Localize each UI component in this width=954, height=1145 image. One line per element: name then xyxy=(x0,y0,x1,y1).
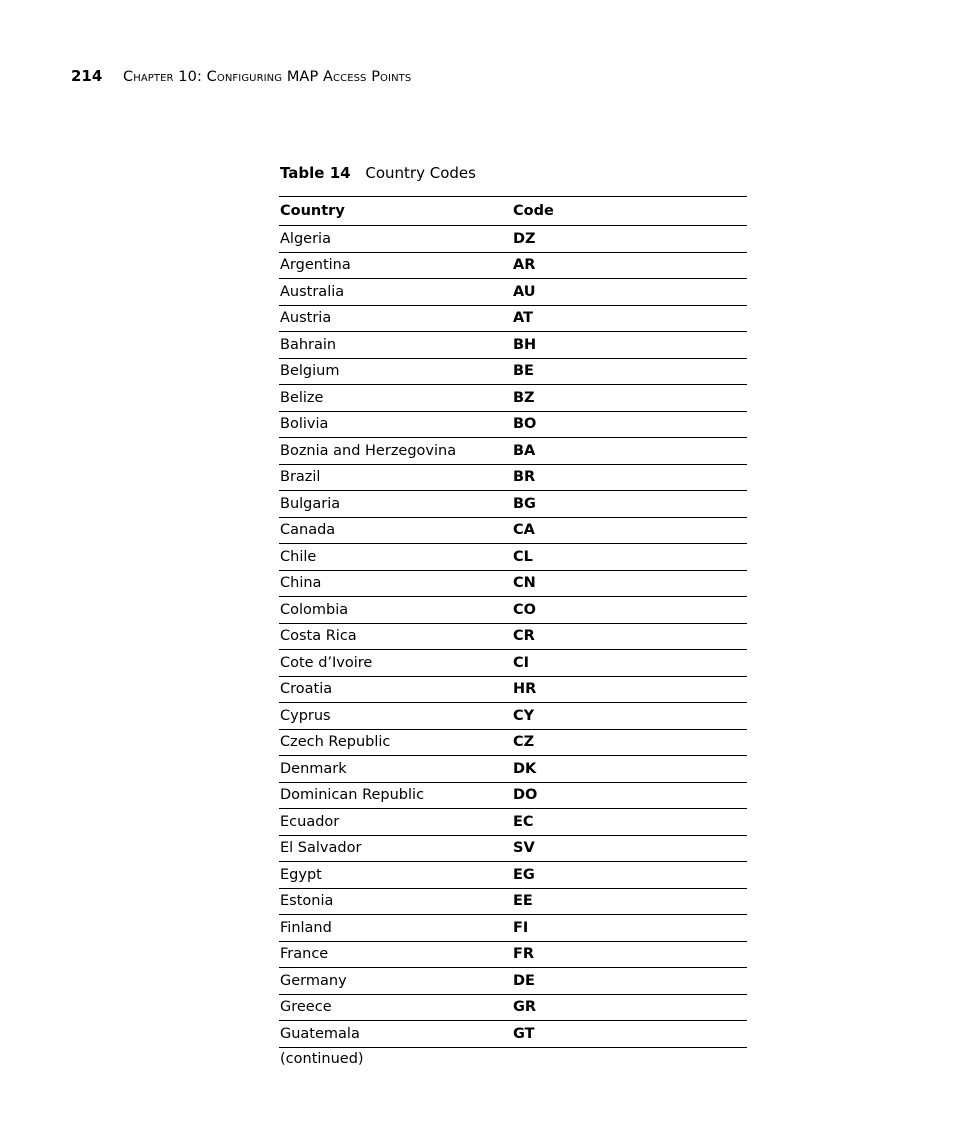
code-cell: CI xyxy=(512,650,747,677)
country-cell: Greece xyxy=(279,994,512,1021)
country-cell: Austria xyxy=(279,305,512,332)
table-row xyxy=(279,941,747,968)
code-cell: FI xyxy=(512,915,747,942)
column-header-code: Code xyxy=(512,197,747,226)
table-row xyxy=(279,703,747,730)
table-row xyxy=(279,623,747,650)
chapter-title: Chapter 10: Configuring MAP Access Points xyxy=(123,69,412,85)
table-row xyxy=(279,597,747,624)
country-cell: Cyprus xyxy=(279,703,512,730)
code-cell: BA xyxy=(512,438,747,465)
table-row xyxy=(279,835,747,862)
table-row xyxy=(279,358,747,385)
code-cell: DO xyxy=(512,782,747,809)
country-cell: Australia xyxy=(279,279,512,306)
code-cell: BH xyxy=(512,332,747,359)
code-cell: DZ xyxy=(512,226,747,253)
country-codes-table xyxy=(279,196,747,1048)
table-row xyxy=(279,438,747,465)
country-cell: Argentina xyxy=(279,252,512,279)
country-cell: Dominican Republic xyxy=(279,782,512,809)
code-cell: CZ xyxy=(512,729,747,756)
country-cell: Boznia and Herzegovina xyxy=(279,438,512,465)
code-cell: EE xyxy=(512,888,747,915)
code-cell: BE xyxy=(512,358,747,385)
country-cell: Belize xyxy=(279,385,512,412)
country-cell: Germany xyxy=(279,968,512,995)
code-cell: BO xyxy=(512,411,747,438)
country-cell: Guatemala xyxy=(279,1021,512,1048)
country-cell: France xyxy=(279,941,512,968)
column-header-country: Country xyxy=(279,197,512,226)
running-head xyxy=(71,66,411,87)
country-cell: Bulgaria xyxy=(279,491,512,518)
country-cell: Denmark xyxy=(279,756,512,783)
country-cell: Bahrain xyxy=(279,332,512,359)
country-codes-table-container xyxy=(279,196,747,1048)
table-row xyxy=(279,650,747,677)
table-row xyxy=(279,782,747,809)
table-label: Table 14 xyxy=(280,164,351,182)
table-row xyxy=(279,491,747,518)
table-row xyxy=(279,226,747,253)
code-cell: DE xyxy=(512,968,747,995)
country-cell: Ecuador xyxy=(279,809,512,836)
country-cell: Algeria xyxy=(279,226,512,253)
code-cell: BG xyxy=(512,491,747,518)
code-cell: CN xyxy=(512,570,747,597)
country-cell: Finland xyxy=(279,915,512,942)
table-row xyxy=(279,279,747,306)
table-row xyxy=(279,570,747,597)
country-cell: El Salvador xyxy=(279,835,512,862)
country-cell: Egypt xyxy=(279,862,512,889)
code-cell: AU xyxy=(512,279,747,306)
code-cell: AR xyxy=(512,252,747,279)
table-row xyxy=(279,305,747,332)
code-cell: AT xyxy=(512,305,747,332)
table-row xyxy=(279,756,747,783)
table-row xyxy=(279,385,747,412)
code-cell: CO xyxy=(512,597,747,624)
table-row xyxy=(279,544,747,571)
code-cell: SV xyxy=(512,835,747,862)
country-cell: Chile xyxy=(279,544,512,571)
code-cell: GR xyxy=(512,994,747,1021)
page-number: 214 xyxy=(71,67,103,85)
table-row xyxy=(279,252,747,279)
country-cell: Cote d’Ivoire xyxy=(279,650,512,677)
country-cell: Canada xyxy=(279,517,512,544)
code-cell: DK xyxy=(512,756,747,783)
table-row xyxy=(279,994,747,1021)
table-row xyxy=(279,729,747,756)
code-cell: CY xyxy=(512,703,747,730)
code-cell: EG xyxy=(512,862,747,889)
country-cell: Croatia xyxy=(279,676,512,703)
table-row xyxy=(279,411,747,438)
table-header-row xyxy=(279,197,747,226)
table-row xyxy=(279,1021,747,1048)
table-row xyxy=(279,809,747,836)
code-cell: CL xyxy=(512,544,747,571)
code-cell: GT xyxy=(512,1021,747,1048)
code-cell: HR xyxy=(512,676,747,703)
table-row xyxy=(279,464,747,491)
table-title: Country Codes xyxy=(365,164,476,182)
country-cell: Colombia xyxy=(279,597,512,624)
code-cell: EC xyxy=(512,809,747,836)
country-cell: Belgium xyxy=(279,358,512,385)
table-row xyxy=(279,968,747,995)
table-body xyxy=(279,226,747,1048)
table-row xyxy=(279,676,747,703)
table-row xyxy=(279,517,747,544)
code-cell: CA xyxy=(512,517,747,544)
code-cell: CR xyxy=(512,623,747,650)
country-cell: Estonia xyxy=(279,888,512,915)
table-row xyxy=(279,915,747,942)
code-cell: FR xyxy=(512,941,747,968)
country-cell: Costa Rica xyxy=(279,623,512,650)
table-row xyxy=(279,888,747,915)
table-row xyxy=(279,332,747,359)
country-cell: Czech Republic xyxy=(279,729,512,756)
code-cell: BR xyxy=(512,464,747,491)
table-caption xyxy=(280,163,476,183)
code-cell: BZ xyxy=(512,385,747,412)
continued-note: (continued) xyxy=(280,1051,364,1067)
country-cell: Brazil xyxy=(279,464,512,491)
table-row xyxy=(279,862,747,889)
country-cell: Bolivia xyxy=(279,411,512,438)
country-cell: China xyxy=(279,570,512,597)
